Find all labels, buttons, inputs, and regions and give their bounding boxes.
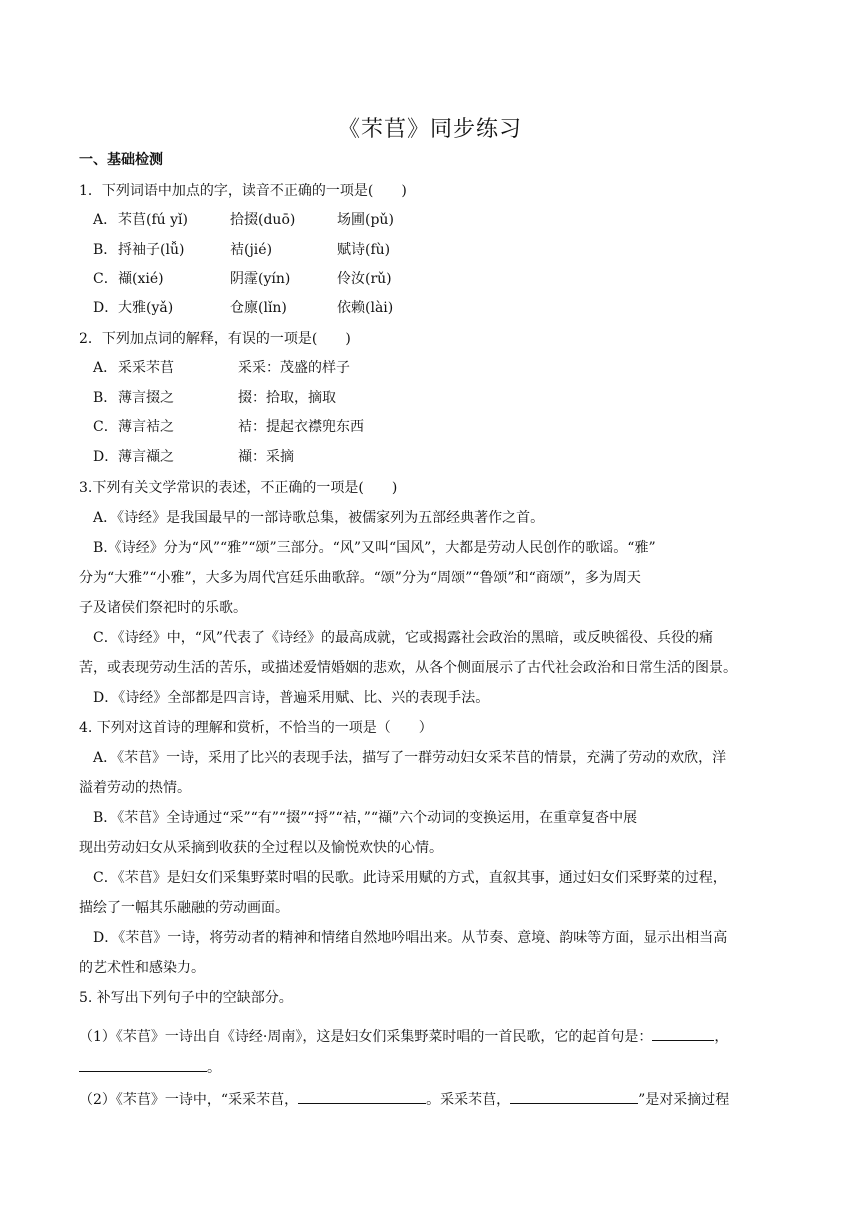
q5-item2-text-a: （2）《芣苢》一诗中，“采采芣苢，: [79, 1092, 299, 1108]
answer-blank-2[interactable]: [79, 1057, 207, 1072]
q2-option-c-phrase: 薄言袺之: [118, 419, 174, 435]
answer-blank-1[interactable]: [652, 1026, 714, 1041]
q4-option-d-line1: D．《芣苢》一诗，将劳动者的精神和情绪自然地吟唱出来。从节奏、意境、韵味等方面，显示出相当高: [93, 930, 728, 946]
answer-blank-4[interactable]: [510, 1089, 638, 1104]
q1-option-b-label: B．: [93, 242, 118, 258]
q5-item2-text-c: ”是对采摘过程: [638, 1092, 730, 1108]
q2-option-b-label: B．: [93, 390, 118, 406]
q1-stem: 1．下列词语中加点的字，读音不正确的一项是( ): [79, 183, 407, 199]
q4-option-b-line2: 现出劳动妇女从采摘到收获的全过程以及愉悦欢快的心情。: [79, 840, 443, 856]
q3-option-b-line3: 子及诸侯们祭祀时的乐歌。: [79, 600, 247, 616]
q3-option-a: A．《诗经》是我国最早的一部诗歌总集，被儒家列为五部经典著作之首。: [93, 510, 545, 526]
q1-option-d-word1: 大雅(yǎ): [118, 300, 174, 316]
q3-option-b-line2: 分为“大雅”“小雅”，大多为周代宫廷乐曲歌辞。“颂”分为“周颂”“鲁颂”和“商颂”，多为周天: [79, 570, 641, 586]
q5-item1-text: （1）《芣苢》一诗出自《诗经·周南》，这是妇女们采集野菜时唱的一首民歌，它的起首句是：: [79, 1029, 653, 1045]
q1-option-b-word1: 捋袖子(lǚ): [118, 242, 185, 258]
q1-option-a-word2: 拾掇(duō): [230, 212, 296, 228]
q2-option-c-gloss: 袺：提起衣襟兜东西: [238, 419, 364, 435]
q2-option-a-gloss: 采采：茂盛的样子: [238, 360, 350, 376]
q1-option-c-word3: 伶汝(rǔ): [337, 271, 392, 287]
q4-stem: 4. 下列对这首诗的理解和赏析，不恰当的一项是（ ）: [79, 720, 433, 736]
q2-option-b-gloss: 掇：拾取，摘取: [238, 390, 336, 406]
q2-option-d-label: D．: [93, 449, 119, 465]
q1-option-b-word2: 袺(jié): [230, 242, 273, 258]
section-heading: 一、基础检测: [79, 152, 163, 168]
q2-option-c-label: C．: [93, 419, 118, 435]
q5-item1-line2: [79, 1057, 221, 1078]
q3-stem: 3.下列有关文学常识的表述，不正确的一项是( ): [79, 480, 398, 496]
q4-option-d-line2: 的艺术性和感染力。: [79, 960, 205, 976]
q4-option-c-line1: C．《芣苢》是妇女们采集野菜时唱的民歌。此诗采用赋的方式，直叙其事，通过妇女们采野菜的过程，: [93, 870, 727, 886]
q4-option-b-line1: B．《芣苢》全诗通过“采”“有”“掇”“捋”“袺，”“襭”六个动词的变换运用，在重章复沓中展: [93, 810, 638, 826]
q4-option-c-line2: 描绘了一幅其乐融融的劳动画面。: [79, 900, 289, 916]
q1-option-a-word3: 场圃(pǔ): [337, 212, 394, 228]
q4-option-a-line2: 溢着劳动的热情。: [79, 780, 191, 796]
answer-blank-3[interactable]: [298, 1089, 426, 1104]
q1-option-d-word3: 依赖(lài): [337, 300, 394, 316]
q4-option-a-line1: A．《芣苢》一诗，采用了比兴的表现手法，描写了一群劳动妇女采芣苢的情景，充满了劳动的欢欣，洋: [93, 750, 727, 766]
page-title: 《芣苢》同步练习: [337, 117, 522, 142]
q1-option-c-word2: 阴霪(yín): [230, 271, 291, 287]
q2-option-d-gloss: 襭：采摘: [238, 449, 294, 465]
q1-option-d-word2: 仓廪(lǐn): [230, 300, 287, 316]
q5-item1-end: 。: [207, 1060, 221, 1076]
q3-option-c-line2: 苦，或表现劳动生活的苦乐，或描述爱情婚姻的悲欢，从各个侧面展示了古代社会政治和日常生活的图景。: [79, 660, 737, 676]
q5-item1-comma: ，: [714, 1029, 729, 1045]
q2-option-d-phrase: 薄言襭之: [118, 449, 174, 465]
q5-item1-line1: [79, 1026, 728, 1047]
q1-option-b-word3: 赋诗(fù): [337, 242, 391, 258]
q1-option-c-label: C．: [93, 271, 118, 287]
q1-option-d-label: D．: [93, 300, 119, 316]
q1-option-a-word1: 芣苢(fú yǐ): [118, 212, 188, 228]
q2-option-b-phrase: 薄言掇之: [118, 390, 174, 406]
q5-stem: 5. 补写出下列句子中的空缺部分。: [79, 990, 293, 1006]
q1-option-c-word1: 襭(xié): [118, 271, 164, 287]
q5-item2-text-b: 。采采芣苢，: [426, 1092, 511, 1108]
q3-option-c-line1: C．《诗经》中，“风”代表了《诗经》的最高成就，它或揭露社会政治的黑暗，或反映徭役、兵役的痛: [93, 630, 714, 646]
q2-option-a-label: A．: [93, 360, 118, 376]
q1-option-a-label: A．: [93, 212, 118, 228]
q2-option-a-phrase: 采采芣苢: [118, 360, 174, 376]
q2-stem: 2．下列加点词的解释，有误的一项是( ): [79, 331, 351, 347]
q5-item2-line1: [79, 1089, 729, 1110]
q3-option-d: D．《诗经》全部都是四言诗，普遍采用赋、比、兴的表现手法。: [93, 690, 490, 706]
q3-option-b-line1: B.《诗经》分为“风”“雅”“颂”三部分。“风”又叫“国风”，大都是劳动人民创作的歌谣。“雅”: [93, 540, 656, 556]
